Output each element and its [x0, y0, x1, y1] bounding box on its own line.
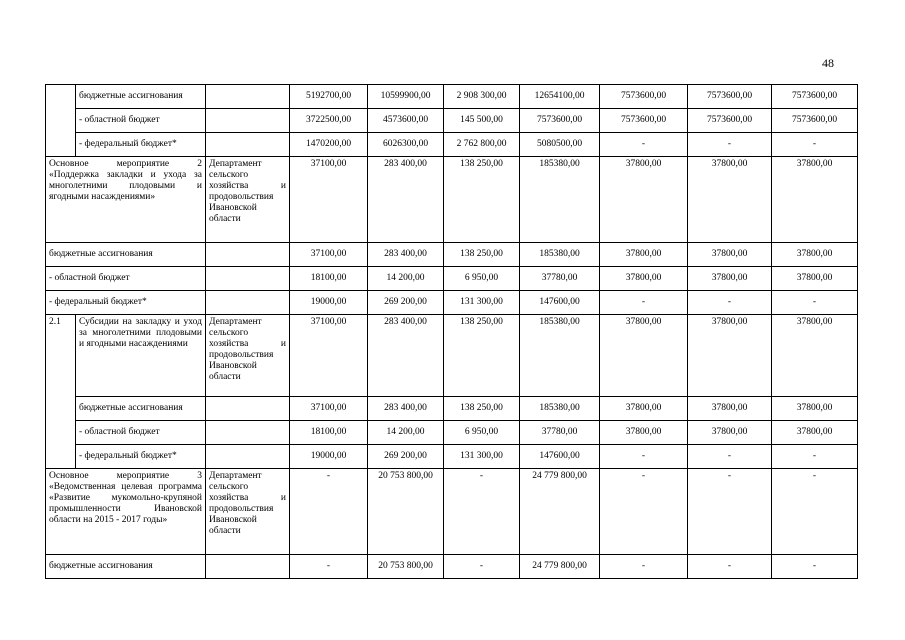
value-cell: 37100,00	[290, 157, 368, 243]
row-executor: Департамент сельского хозяйства и продовольствия Ивановской области	[206, 315, 290, 397]
value-cell: -	[688, 291, 772, 315]
table-row	[46, 421, 858, 445]
value-cell: 283 400,00	[368, 315, 444, 397]
value-cell: 12654100,00	[520, 85, 600, 109]
value-cell: 37800,00	[600, 267, 688, 291]
value-cell: 269 200,00	[368, 445, 444, 469]
value-cell: 5080500,00	[520, 133, 600, 157]
value-cell: -	[772, 555, 858, 579]
row-name: - федеральный бюджет*	[76, 133, 206, 157]
row-number-cell: 2.1	[46, 315, 76, 469]
value-cell: 24 779 800,00	[520, 555, 600, 579]
row-name: - федеральный бюджет*	[46, 291, 206, 315]
value-cell: 3722500,00	[290, 109, 368, 133]
value-cell: 20 753 800,00	[368, 469, 444, 555]
table-row	[46, 267, 858, 291]
value-cell: -	[772, 291, 858, 315]
row-name: - областной бюджет	[76, 109, 206, 133]
value-cell: 37800,00	[688, 157, 772, 243]
row-number-cell	[46, 85, 76, 157]
row-executor	[206, 397, 290, 421]
value-cell: 37800,00	[600, 421, 688, 445]
value-cell: -	[290, 555, 368, 579]
table-row	[46, 291, 858, 315]
value-cell: 147600,00	[520, 445, 600, 469]
value-cell: 283 400,00	[368, 243, 444, 267]
value-cell: -	[688, 133, 772, 157]
row-executor	[206, 267, 290, 291]
row-executor	[206, 555, 290, 579]
row-name: Субсидии на закладку и уход за многолетними плодовыми и ягодными насаждениями	[76, 315, 206, 397]
value-cell: 24 779 800,00	[520, 469, 600, 555]
value-cell: 7573600,00	[688, 109, 772, 133]
row-executor	[206, 133, 290, 157]
value-cell: 37800,00	[600, 243, 688, 267]
value-cell: 37800,00	[772, 157, 858, 243]
value-cell: 138 250,00	[444, 157, 520, 243]
value-cell: 37800,00	[772, 267, 858, 291]
value-cell: 18100,00	[290, 267, 368, 291]
value-cell: -	[688, 555, 772, 579]
value-cell: 14 200,00	[368, 267, 444, 291]
row-executor	[206, 109, 290, 133]
table-row	[46, 157, 858, 243]
value-cell: 37800,00	[688, 397, 772, 421]
value-cell: -	[600, 133, 688, 157]
value-cell: 7573600,00	[688, 85, 772, 109]
row-name: бюджетные ассигнования	[76, 397, 206, 421]
value-cell: 37100,00	[290, 397, 368, 421]
value-cell: -	[772, 133, 858, 157]
value-cell: 138 250,00	[444, 243, 520, 267]
row-name: бюджетные ассигнования	[46, 243, 206, 267]
value-cell: 7573600,00	[600, 85, 688, 109]
value-cell: 1470200,00	[290, 133, 368, 157]
row-executor: Департамент сельского хозяйства и продовольствия Ивановской области	[206, 469, 290, 555]
row-executor	[206, 291, 290, 315]
value-cell: 20 753 800,00	[368, 555, 444, 579]
value-cell: 37800,00	[688, 315, 772, 397]
value-cell: 2 908 300,00	[444, 85, 520, 109]
value-cell: -	[290, 469, 368, 555]
value-cell: 138 250,00	[444, 315, 520, 397]
table-row	[46, 85, 858, 109]
budget-table	[45, 84, 858, 579]
row-executor	[206, 243, 290, 267]
row-name: - федеральный бюджет*	[76, 445, 206, 469]
value-cell: 185380,00	[520, 397, 600, 421]
row-name: - областной бюджет	[46, 267, 206, 291]
row-executor: Департамент сельского хозяйства и продовольствия Ивановской области	[206, 157, 290, 243]
value-cell: 185380,00	[520, 157, 600, 243]
value-cell: 37800,00	[600, 397, 688, 421]
value-cell: 7573600,00	[520, 109, 600, 133]
value-cell: 37800,00	[772, 315, 858, 397]
row-name: бюджетные ассигнования	[46, 555, 206, 579]
value-cell: 5192700,00	[290, 85, 368, 109]
value-cell: 138 250,00	[444, 397, 520, 421]
value-cell: -	[444, 469, 520, 555]
value-cell: 37800,00	[600, 315, 688, 397]
value-cell: 283 400,00	[368, 157, 444, 243]
table-row	[46, 315, 858, 397]
table-row	[46, 555, 858, 579]
value-cell: 7573600,00	[772, 85, 858, 109]
value-cell: 4573600,00	[368, 109, 444, 133]
value-cell: 37100,00	[290, 243, 368, 267]
value-cell: 14 200,00	[368, 421, 444, 445]
value-cell: 283 400,00	[368, 397, 444, 421]
row-executor	[206, 85, 290, 109]
value-cell: 37800,00	[688, 267, 772, 291]
value-cell: 6026300,00	[368, 133, 444, 157]
table-row	[46, 133, 858, 157]
value-cell: -	[772, 445, 858, 469]
value-cell: -	[600, 291, 688, 315]
value-cell: -	[600, 469, 688, 555]
value-cell: 6 950,00	[444, 421, 520, 445]
value-cell: 6 950,00	[444, 267, 520, 291]
value-cell: 185380,00	[520, 315, 600, 397]
value-cell: 19000,00	[290, 291, 368, 315]
value-cell: -	[600, 445, 688, 469]
value-cell: -	[444, 555, 520, 579]
value-cell: 37800,00	[772, 243, 858, 267]
value-cell: 147600,00	[520, 291, 600, 315]
value-cell: 37800,00	[688, 243, 772, 267]
value-cell: -	[688, 469, 772, 555]
row-name: Основное мероприятие 2 «Поддержка закладки и ухода за многолетними плодовыми и ягодными насаждениями»	[46, 157, 206, 243]
value-cell: 37800,00	[772, 397, 858, 421]
value-cell: 7573600,00	[772, 109, 858, 133]
value-cell: 37800,00	[600, 157, 688, 243]
value-cell: -	[772, 469, 858, 555]
value-cell: 37800,00	[688, 421, 772, 445]
value-cell: 37100,00	[290, 315, 368, 397]
value-cell: 2 762 800,00	[444, 133, 520, 157]
row-executor	[206, 445, 290, 469]
value-cell: 10599900,00	[368, 85, 444, 109]
value-cell: 185380,00	[520, 243, 600, 267]
value-cell: -	[600, 555, 688, 579]
value-cell: 19000,00	[290, 445, 368, 469]
page-number: 48	[822, 56, 834, 70]
row-name: Основное мероприятие 3 «Ведомственная целевая программа «Развитие мукомольно-крупяной промышленности Ивановской области на 2015 - 2017 годы»	[46, 469, 206, 555]
value-cell: 37780,00	[520, 267, 600, 291]
row-executor	[206, 421, 290, 445]
value-cell: 7573600,00	[600, 109, 688, 133]
table-row	[46, 243, 858, 267]
row-name: - областной бюджет	[76, 421, 206, 445]
value-cell: 131 300,00	[444, 291, 520, 315]
value-cell: 131 300,00	[444, 445, 520, 469]
value-cell: -	[688, 445, 772, 469]
table-row	[46, 109, 858, 133]
value-cell: 37800,00	[772, 421, 858, 445]
value-cell: 18100,00	[290, 421, 368, 445]
table-row	[46, 469, 858, 555]
value-cell: 37780,00	[520, 421, 600, 445]
table-row	[46, 397, 858, 421]
value-cell: 269 200,00	[368, 291, 444, 315]
value-cell: 145 500,00	[444, 109, 520, 133]
row-name: бюджетные ассигнования	[76, 85, 206, 109]
table-row	[46, 445, 858, 469]
